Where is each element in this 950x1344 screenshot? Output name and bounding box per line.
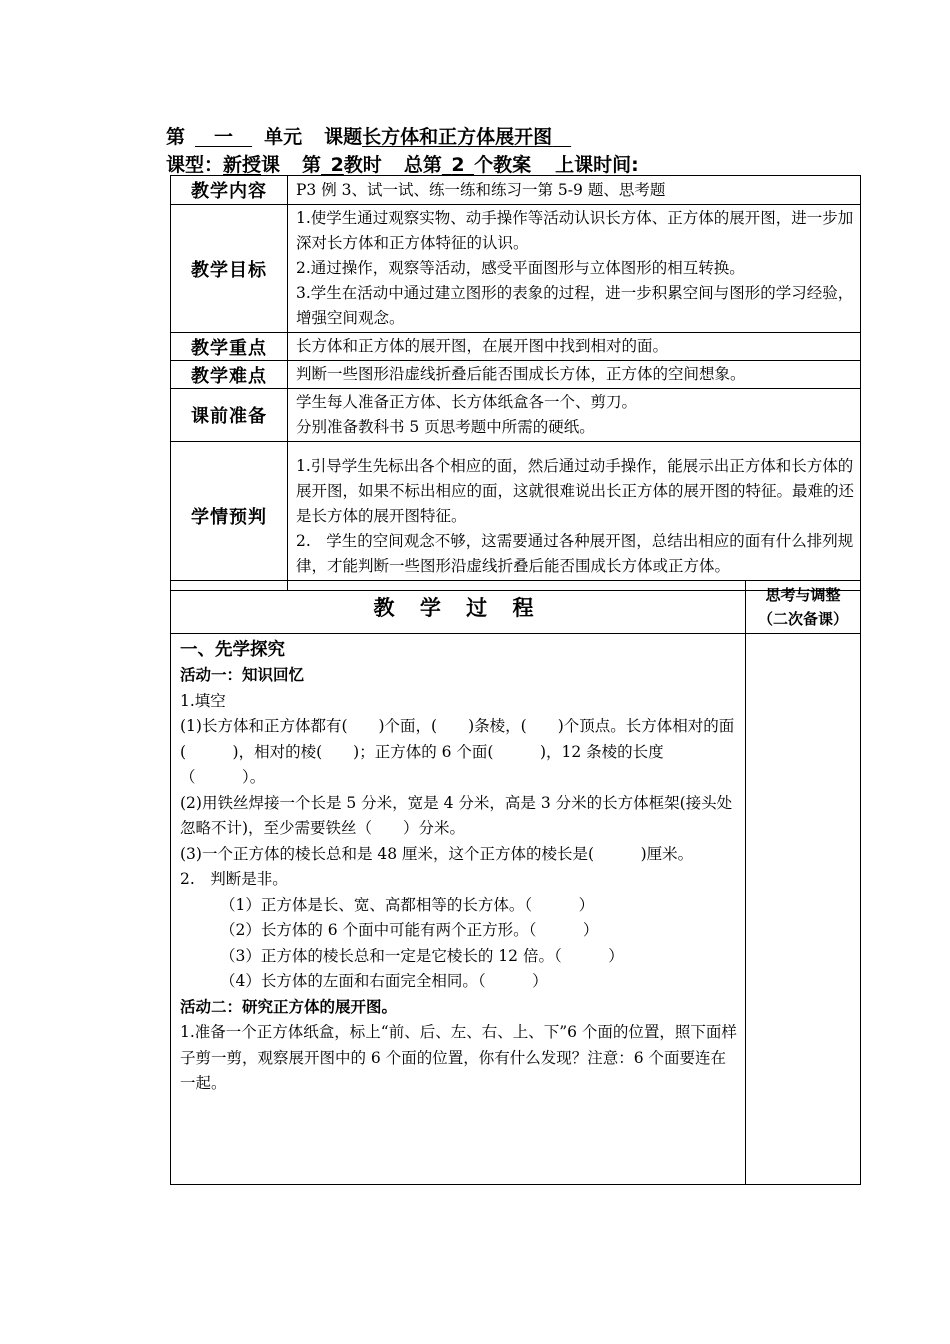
header-line-lesson-info xyxy=(166,150,639,177)
true-false-title: 2. 判断是非。 xyxy=(180,870,288,888)
total-suffix: 个教案 xyxy=(474,154,532,176)
period-prefix: 第 xyxy=(302,154,322,176)
period-suffix: 教时 xyxy=(343,154,382,176)
true-false-item: （4）长方体的左面和右面完全相同。（ ） xyxy=(220,972,548,990)
fill-blank-item: (2)用铁丝焊接一个长是 5 分米，宽是 4 分米，高是 3 分米的长方体框架(接头处忽略不计)，至少需要铁丝（ ）分米。 xyxy=(180,793,733,837)
section-heading: 一、先学探究 xyxy=(180,640,285,660)
info-value xyxy=(288,442,861,591)
info-label: 教学内容 xyxy=(171,176,288,205)
info-value xyxy=(288,205,861,333)
type-value: 新授 xyxy=(223,154,262,176)
info-label: 教学难点 xyxy=(171,361,288,389)
info-line: 分别准备教科书 5 页思考题中所需的硬纸。 xyxy=(296,418,595,436)
fill-blank-title: 1.填空 xyxy=(180,691,226,710)
teaching-process-table xyxy=(170,580,861,1185)
process-header-row xyxy=(171,581,861,634)
reflection-subtitle: （二次备课） xyxy=(757,610,848,628)
reflection-title: 思考与调整 xyxy=(765,586,841,604)
info-label: 教学目标 xyxy=(171,205,288,333)
type-label: 课型： xyxy=(166,154,224,176)
info-line: 2. 学生的空间观念不够，这需要通过各种展开图，总结出相应的面有什么排列规律，才能判断一些图形沿虚线折叠后能否围成长方体或正方体。 xyxy=(296,531,854,575)
info-row-preparation xyxy=(171,389,861,442)
unit-number: 一 xyxy=(214,126,234,148)
fill-blank-item: (3)一个正方体的棱长总和是 48 厘米，这个正方体的棱长是( )厘米。 xyxy=(180,844,694,863)
info-line: 判断一些图形沿虚线折叠后能否围成长方体，正方体的空间想象。 xyxy=(296,365,746,383)
info-row-content xyxy=(171,176,861,205)
info-row-key-point xyxy=(171,333,861,361)
true-false-item: （3）正方体的棱长总和一定是它棱长的 12 倍。（ ） xyxy=(220,946,624,965)
period-number: 2 xyxy=(330,154,344,176)
activity-heading: 活动二：研究正方体的展开图。 xyxy=(180,997,398,1016)
true-false-item: （2）长方体的 6 个面中可能有两个正方形。（ ） xyxy=(220,921,599,939)
info-row-difficulty xyxy=(171,361,861,389)
activity-heading: 活动一：知识回忆 xyxy=(180,666,305,684)
info-line: 3.学生在活动中通过建立图形的表象的过程，进一步积累空间与图形的学习经验，增强空间观念。 xyxy=(296,284,854,327)
type-suffix: 课 xyxy=(261,154,281,176)
fill-blank-item: (1)长方体和正方体都有( )个面，( )条棱，( )个顶点。长方体相对的面( )，相对的棱( )；正方体的 6 个面( )，12 条棱的长度（ ）。 xyxy=(180,717,735,786)
unit-prefix: 第 xyxy=(166,126,186,148)
activity-instruction: 1.准备一个正方体纸盒，标上“前、后、左、右、上、下”6 个面的位置，照下面样子剪一剪，观察展开图中的 6 个面的位置，你有什么发现？注意：6 个面要连在一起。 xyxy=(180,1023,737,1092)
reflection-column-header xyxy=(746,581,861,634)
info-label: 学情预判 xyxy=(171,442,288,591)
info-value xyxy=(288,176,861,205)
true-false-item: （1）正方体是长、宽、高都相等的长方体。（ ） xyxy=(220,895,595,914)
total-prefix: 总第 xyxy=(403,154,442,176)
info-line: 1.引导学生先标出各个相应的面，然后通过动手操作，能展示出正方体和长方体的展开图，如果不标出相应的面，这就很难说出长正方体的展开图的特征。最难的还是长方体的展开图特征。 xyxy=(296,456,855,525)
topic-title: 长方体和正方体展开图 xyxy=(362,126,553,148)
info-line: 长方体和正方体的展开图，在展开图中找到相对的面。 xyxy=(296,337,669,355)
unit-suffix: 单元 xyxy=(264,126,303,148)
info-line: 1.使学生通过观察实物、动手操作等活动认识长方体、正方体的展开图，进一步加深对长方体和正方体特征的认识。 xyxy=(296,209,854,252)
info-row-objectives xyxy=(171,205,861,333)
lesson-info-table xyxy=(170,175,861,591)
reflection-column-body xyxy=(746,634,861,1185)
info-line: 学生每人准备正方体、长方体纸盒各一个、剪刀。 xyxy=(296,393,638,411)
info-value xyxy=(288,389,861,442)
info-label: 课前准备 xyxy=(171,389,288,442)
info-value xyxy=(288,361,861,389)
process-content xyxy=(171,634,746,1185)
class-time-label: 上课时间: xyxy=(555,154,639,176)
info-value xyxy=(288,333,861,361)
info-line: 2.通过操作，观察等活动，感受平面图形与立体图形的相互转换。 xyxy=(296,259,745,277)
process-title: 教 学 过 程 xyxy=(171,581,746,634)
total-number: 2 xyxy=(451,154,465,176)
header-line-unit-topic xyxy=(166,122,571,149)
info-row-student-analysis xyxy=(171,442,861,591)
info-line: P3 例 3、试一试、练一练和练习一第 5-9 题、思考题 xyxy=(296,180,666,199)
topic-label: 课题 xyxy=(324,126,363,148)
process-body-row xyxy=(171,634,861,1185)
info-label: 教学重点 xyxy=(171,333,288,361)
